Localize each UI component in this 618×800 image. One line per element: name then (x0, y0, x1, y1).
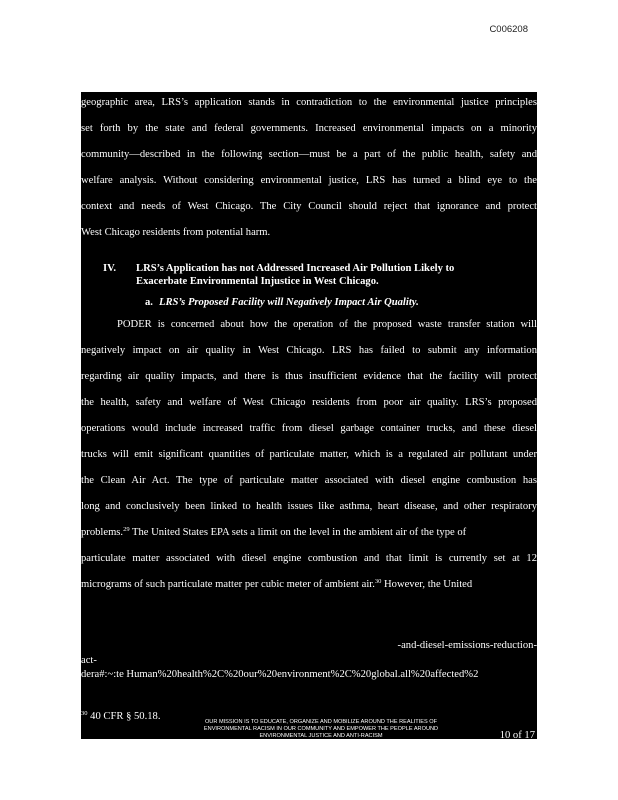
footnote-url-line: dera#:~:te Human%20health%2C%20our%20environment%2C%20global.all%20affected%2 (81, 669, 479, 680)
section-heading-line: Exacerbate Environmental Injustice in West Chicago. (136, 276, 379, 287)
footnote-ref-29: 29 (123, 526, 130, 533)
body-line: trucks will emit significant quantities of particulate matter, which is a regulated air pollutant under (81, 449, 537, 460)
body-line: welfare analysis. Without considering environmental justice, LRS has turned a blind eye to the (81, 175, 537, 186)
line-text: problems. (81, 527, 124, 538)
body-line: particulate matter associated with diesel engine combustion and that limit is currently set at 12 (81, 553, 537, 564)
footer-mission-line: ENVIRONMENTAL JUSTICE AND ANTI-RACISM (259, 733, 383, 739)
body-line: West Chicago residents from potential harm. (81, 227, 271, 238)
document-control-number: C006208 (489, 24, 528, 35)
section-heading-line: LRS’s Application has not Addressed Increased Air Pollution Likely to (136, 263, 455, 274)
body-line: negatively impact on air quality in West Chicago. LRS has failed to submit any information (81, 345, 537, 356)
page-number: 10 of 17 (499, 730, 535, 741)
subsection-letter: a. (145, 297, 153, 308)
page-content-block (81, 92, 537, 739)
body-line: the Clean Air Act. The type of particulate matter associated with diesel engine combustion has (81, 475, 537, 486)
footnote-ref-30: 30 (374, 578, 382, 585)
line-text: micrograms of such particulate matter per cubic meter of ambient air. (81, 579, 375, 590)
subsection-heading: LRS’s Proposed Facility will Negatively Impact Air Quality. (159, 297, 419, 308)
body-line: long and conclusively been linked to health issues like asthma, heart disease, and other respiratory (81, 501, 537, 512)
body-line: regarding air quality impacts, and there is thus insufficient evidence that the facility will protect (81, 371, 537, 382)
footnote-text: 40 CFR § 50.18. (87, 711, 161, 722)
body-line: set forth by the state and federal governments. Increased environmental impacts on a minority (81, 123, 537, 134)
footer-mission-line: OUR MISSION IS TO EDUCATE, ORGANIZE AND MOBILIZE AROUND THE REALITIES OF (204, 719, 438, 725)
body-line: operations would include increased traffic from diesel garbage container trucks, and these diesel (81, 423, 537, 434)
body-line: geographic area, LRS’s application stands in contradiction to the environmental justice principles (81, 97, 537, 108)
paragraph-first-line: PODER is concerned about how the operation of the proposed waste transfer station will (117, 319, 537, 330)
footnote-mark-30: 30 (81, 710, 88, 717)
body-line-with-footnote (81, 526, 537, 539)
footnote-url-line: act- (81, 655, 97, 666)
body-line: context and needs of West Chicago. The City Council should reject that ignorance and protect (81, 201, 537, 212)
body-line: the health, safety and welfare of West Chicago residents from poor air quality. LRS’s proposed (81, 397, 537, 408)
body-line-with-footnote (81, 578, 537, 591)
line-text: The United States EPA sets a limit on the level in the ambient air of the type of (129, 527, 467, 538)
body-line: community—described in the following section—must be a part of the public health, safety and (81, 149, 537, 160)
footer-mission-line: ENVIRONMENTAL RACISM IN OUR COMMUNITY AND EMPOWER THE PEOPLE AROUND (203, 726, 439, 732)
footnote-url-line: -and-diesel-emissions-reduction- (397, 640, 537, 651)
line-text: However, the United (381, 579, 473, 590)
section-number: IV. (103, 263, 117, 274)
